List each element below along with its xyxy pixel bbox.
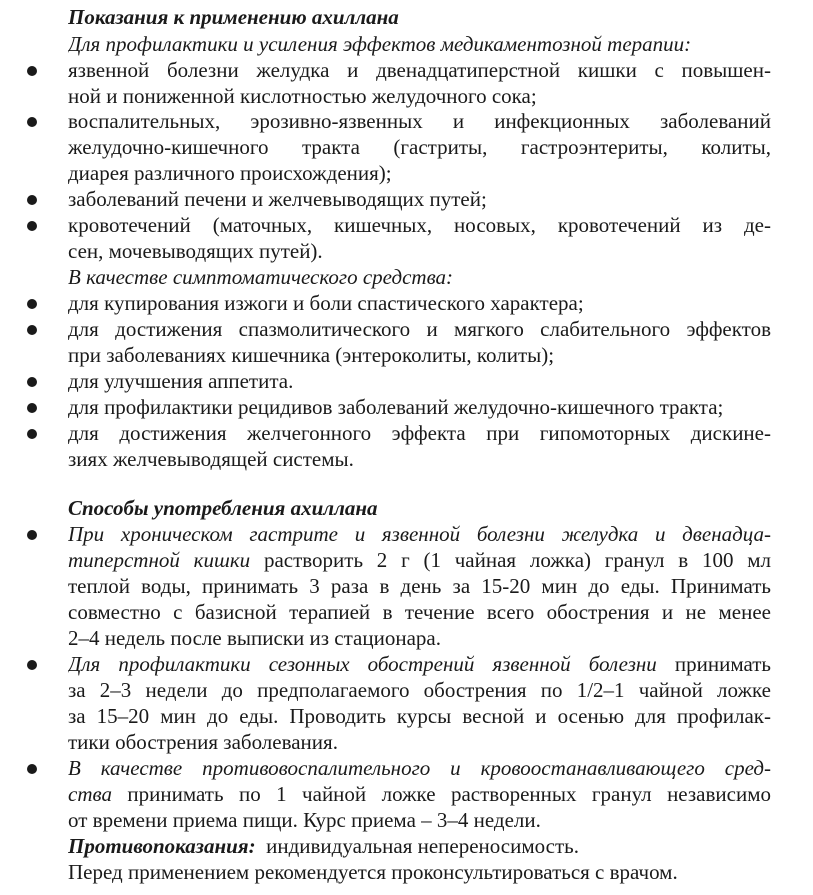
list-item-line: для купирования изжоги и боли спастического характера; <box>68 291 584 315</box>
contraindications-text: индивидуальная непереносимость. <box>255 834 579 858</box>
list-item-line: для достижения спазмолитического и мягкого слабительного эффектов <box>68 317 771 341</box>
list-item-line: диарея различного происхождения); <box>68 161 392 185</box>
consult-note: Перед применением рекомендуется проконсультироваться с врачом. <box>68 860 678 884</box>
list-item-line: желудочно-кишечного тракта (гастриты, гастроэнтериты, колиты, <box>68 135 771 159</box>
usage-item3-condition: ства <box>68 782 112 806</box>
symptomatic-intro: В качестве симптоматического средства: <box>68 265 454 289</box>
bullet-icon <box>27 221 37 231</box>
list-item-line: теплой воды, принимать 3 раза в день за 15-20 мин до еды. Принимать <box>68 574 771 598</box>
list-item-line: для профилактики рецидивов заболеваний желудочно-кишечного тракта; <box>68 395 724 419</box>
list-item-line <box>68 651 771 677</box>
bullet-icon <box>27 660 37 670</box>
list-item-line: зиях желчевыводящей системы. <box>68 447 354 471</box>
bullet-icon <box>27 299 37 309</box>
list-item-line: за 15–20 мин до еды. Проводить курсы весной и осенью для профилак- <box>68 704 771 728</box>
list-item-line: за 2–3 недели до предполагаемого обострения по 1/2–1 чайной ложке <box>68 678 771 702</box>
list-item-line: сен, мочевыводящих путей). <box>68 239 323 263</box>
bullet-icon <box>27 325 37 335</box>
contraindications-line <box>68 833 771 859</box>
bullet-icon <box>27 117 37 127</box>
indications-title: Показания к применению ахиллана <box>68 5 399 29</box>
list-item-line: язвенной болезни желудка и двенадцатиперстной кишки с повышен- <box>68 58 771 82</box>
usage-item2-condition: Для профилактики сезонных обострений язвенной болезни <box>68 652 657 676</box>
bullet-icon <box>27 66 37 76</box>
bullet-icon <box>27 530 37 540</box>
list-item-line: ной и пониженной кислотностью желудочного сока; <box>68 84 537 108</box>
contraindications-label: Противопоказания: <box>68 834 256 858</box>
list-item-line: тики обострения заболевания. <box>68 730 338 754</box>
list-item-line: воспалительных, эрозивно-язвенных и инфекционных заболеваний <box>68 109 771 133</box>
list-item-line: кровотечений (маточных, кишечных, носовых, кровотечений из де- <box>68 213 771 237</box>
bullet-icon <box>27 377 37 387</box>
bullet-icon <box>27 195 37 205</box>
list-item-line <box>68 547 771 573</box>
list-item-line: для улучшения аппетита. <box>68 369 294 393</box>
prophylaxis-intro: Для профилактики и усиления эффектов медикаментозной терапии: <box>68 32 692 56</box>
usage-item1-dose: растворить 2 г (1 чайная ложка) гранул в 100 мл <box>250 548 771 572</box>
list-item-line: для достижения желчегонного эффекта при гипомоторных дискине- <box>68 421 771 445</box>
bullet-icon <box>27 429 37 439</box>
usage-item2-dose: принимать <box>656 652 771 676</box>
usage-title: Способы употребления ахиллана <box>68 496 378 520</box>
list-item-line: При хроническом гастрите и язвенной болезни желудка и двенадца- <box>68 522 771 546</box>
list-item-line: при заболеваниях кишечника (энтероколиты, колиты); <box>68 343 555 367</box>
list-item-line <box>68 781 771 807</box>
usage-item1-condition: типерстной кишки <box>68 548 251 572</box>
list-item-line: В качестве противовоспалительного и кровоостанавливающего сред- <box>68 756 771 780</box>
list-item-line: 2–4 недель после выписки из стационара. <box>68 626 441 650</box>
usage-item3-dose: принимать по 1 чайной ложке растворенных гранул независимо <box>111 782 771 806</box>
bullet-icon <box>27 403 37 413</box>
list-item-line: совместно с базисной терапией в течение всего обострения и не менее <box>68 600 771 624</box>
bullet-icon <box>27 764 37 774</box>
list-item-line: от времени приема пищи. Курс приема – 3–4 недели. <box>68 808 541 832</box>
list-item-line: заболеваний печени и желчевыводящих путей; <box>68 187 487 211</box>
